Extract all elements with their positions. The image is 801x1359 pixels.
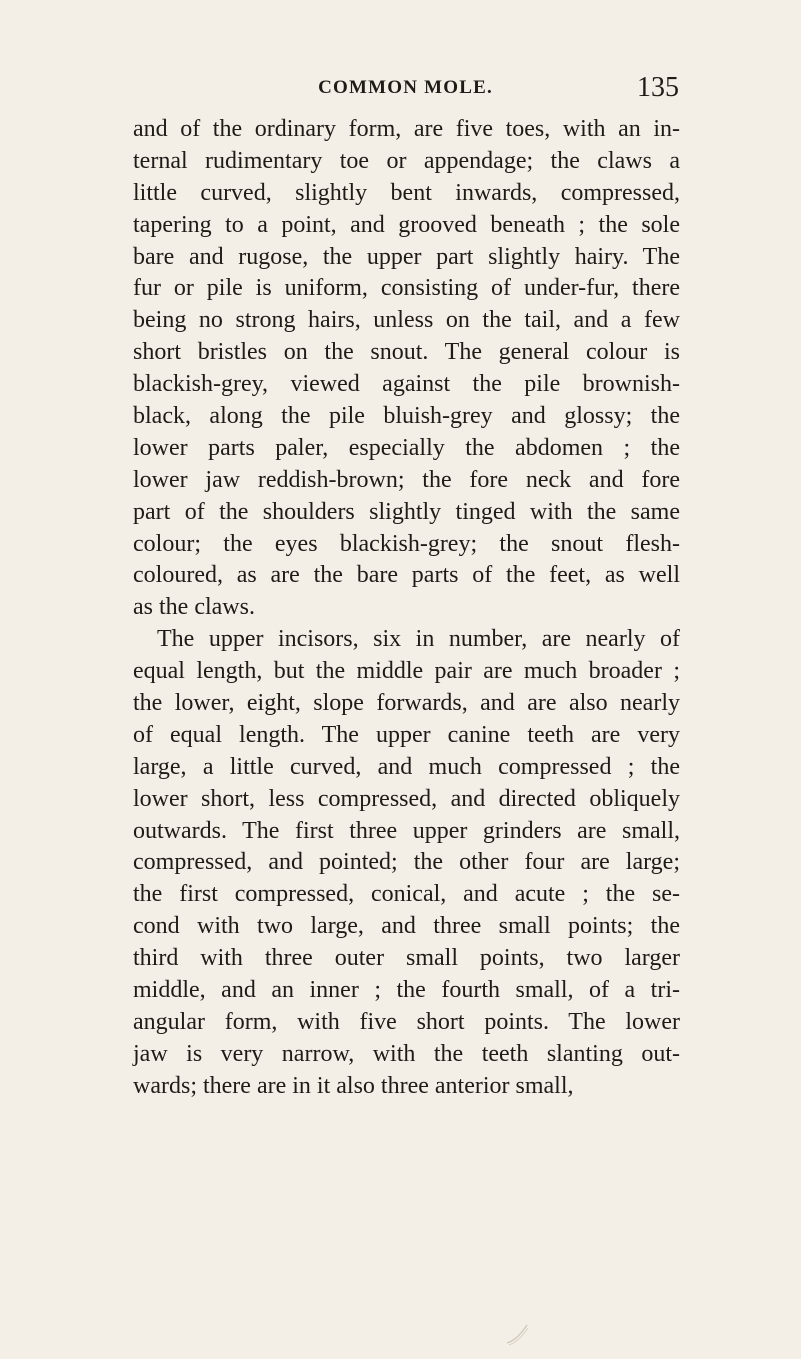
text-line: large, a little curved, and much compressed ; the	[133, 753, 680, 780]
body-text	[133, 114, 680, 1103]
text-line: part of the shoulders slightly tinged with the same	[133, 498, 680, 525]
text-line: the first compressed, conical, and acute ; the se-	[133, 881, 680, 908]
text-line: and of the ordinary form, are five toes, with an in-	[133, 116, 680, 142]
text-line: The upper incisors, six in number, are nearly of	[157, 626, 680, 653]
text-line: lower jaw reddish-brown; the fore neck and fore	[133, 466, 680, 493]
text-line: outwards. The first three upper grinders are small,	[133, 817, 680, 844]
running-title: COMMON MOLE.	[318, 77, 493, 98]
text-line: lower short, less compressed, and directed obliquely	[133, 785, 680, 812]
ink-mark-icon	[505, 1322, 531, 1346]
text-line: compressed, and pointed; the other four are large;	[133, 849, 680, 876]
text-line: ternal rudimentary toe or appendage; the claws a	[133, 147, 680, 174]
text-line: third with three outer small points, two larger	[133, 945, 680, 972]
text-line: of equal length. The upper canine teeth are very	[133, 721, 680, 748]
text-line: colour; the eyes blackish-grey; the snout flesh-	[133, 530, 680, 557]
text-line: being no strong hairs, unless on the tail, and a few	[133, 307, 680, 334]
running-head	[0, 73, 801, 113]
text-line: cond with two large, and three small points; the	[133, 913, 680, 940]
text-line: fur or pile is uniform, consisting of under-fur, there	[133, 275, 680, 302]
text-line: middle, and an inner ; the fourth small, of a tri-	[133, 977, 680, 1004]
text-line: little curved, slightly bent inwards, compressed,	[133, 179, 680, 206]
text-line: the lower, eight, slope forwards, and are also nearly	[133, 690, 680, 717]
text-line: bare and rugose, the upper part slightly hairy. The	[133, 243, 680, 270]
text-line: tapering to a point, and grooved beneath ; the sole	[133, 211, 680, 238]
text-line: black, along the pile bluish-grey and glossy; the	[133, 403, 680, 430]
text-line: coloured, as are the bare parts of the feet, as well	[133, 562, 680, 589]
text-line: as the claws.	[133, 594, 255, 621]
text-line: short bristles on the snout. The general colour is	[133, 339, 680, 366]
page-number: 135	[637, 72, 679, 103]
text-line: jaw is very narrow, with the teeth slanting out-	[133, 1040, 680, 1067]
text-line: equal length, but the middle pair are much broader ;	[133, 658, 680, 685]
text-line: angular form, with five short points. The lower	[133, 1008, 680, 1035]
text-line: blackish-grey, viewed against the pile brownish-	[133, 371, 680, 398]
text-line: lower parts paler, especially the abdomen ; the	[133, 434, 680, 461]
text-line: wards; there are in it also three anterior small,	[133, 1072, 574, 1099]
